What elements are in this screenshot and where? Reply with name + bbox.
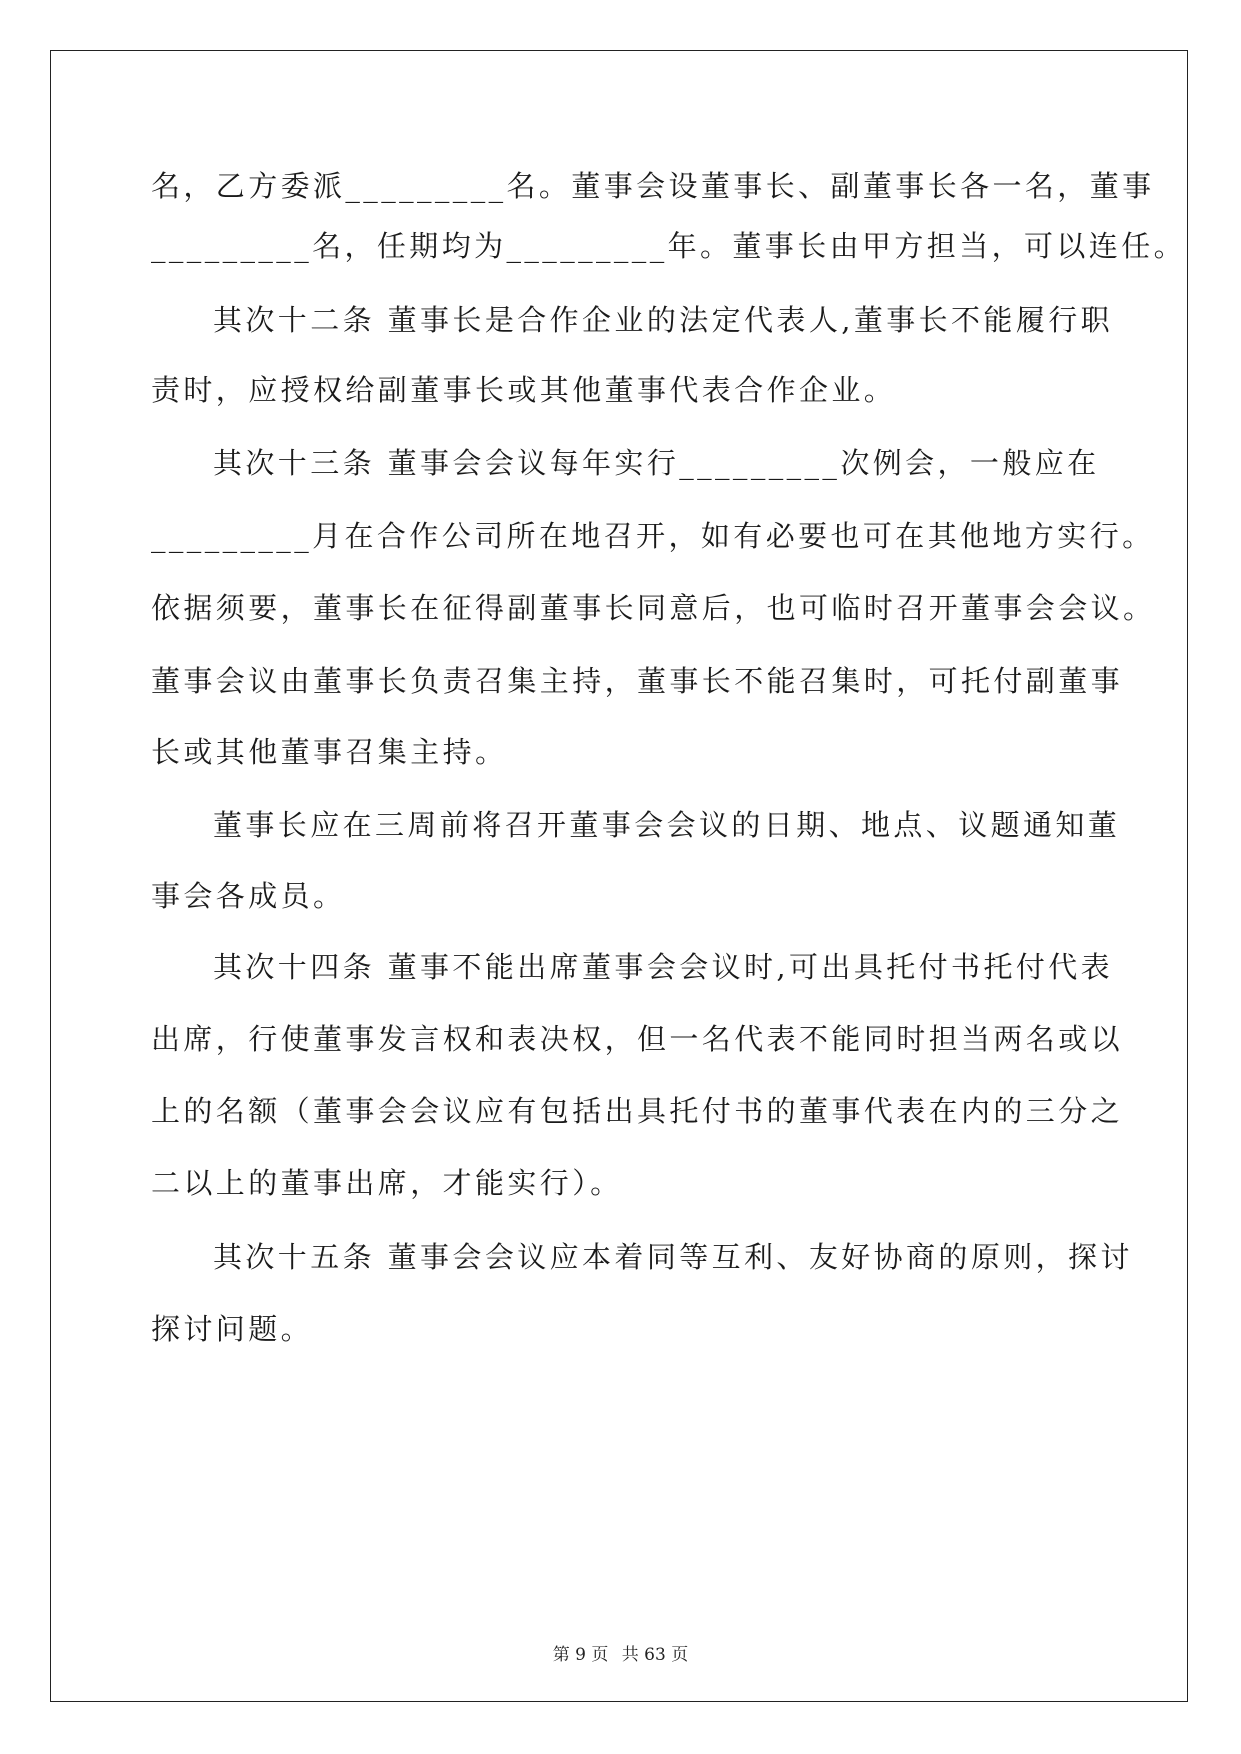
text-line: 依据须要，董事长在征得副董事长同意后，也可临时召开董事会会议。 [151, 591, 1156, 625]
text-line: 其次十四条 董事不能出席董事会会议时,可出具托付书托付代表 [213, 950, 1114, 984]
text-line: _________月在合作公司所在地召开，如有必要也可在其他地方实行。 [151, 519, 1155, 553]
page-number: 第 9 页 [552, 1645, 609, 1665]
text-line: 董事长应在三周前将召开董事会会议的日期、地点、议题通知董 [213, 808, 1121, 842]
text-line: 其次十五条 董事会会议应本着同等互利、友好协商的原则，探讨 [213, 1240, 1133, 1274]
page-footer [0, 1640, 1241, 1665]
text-line: 长或其他董事召集主持。 [151, 735, 508, 769]
text-line: 责时，应授权给副董事长或其他董事代表合作企业。 [151, 373, 897, 407]
text-line: 事会各成员。 [151, 879, 346, 913]
text-line: 探讨问题。 [151, 1312, 314, 1346]
text-line: 二以上的董事出席，才能实行）。 [151, 1166, 623, 1200]
text-line: 出席，行使董事发言权和表决权，但一名代表不能同时担当两名或以 [151, 1022, 1124, 1056]
page-total: 共 63 页 [621, 1645, 689, 1665]
text-line: _________名，任期均为_________年。董事长由甲方担当，可以连任。 [151, 229, 1187, 263]
text-line: 名，乙方委派_________名。董事会设董事长、副董事长各一名，董事 [151, 169, 1155, 203]
text-line: 董事会议由董事长负责召集主持，董事长不能召集时，可托付副董事 [151, 664, 1124, 698]
text-line: 其次十二条 董事长是合作企业的法定代表人,董事长不能履行职 [213, 303, 1114, 337]
text-line: 其次十三条 董事会会议每年实行_________次例会，一般应在 [213, 446, 1100, 480]
text-line: 上的名额（董事会会议应有包括出具托付书的董事代表在内的三分之 [151, 1094, 1124, 1128]
